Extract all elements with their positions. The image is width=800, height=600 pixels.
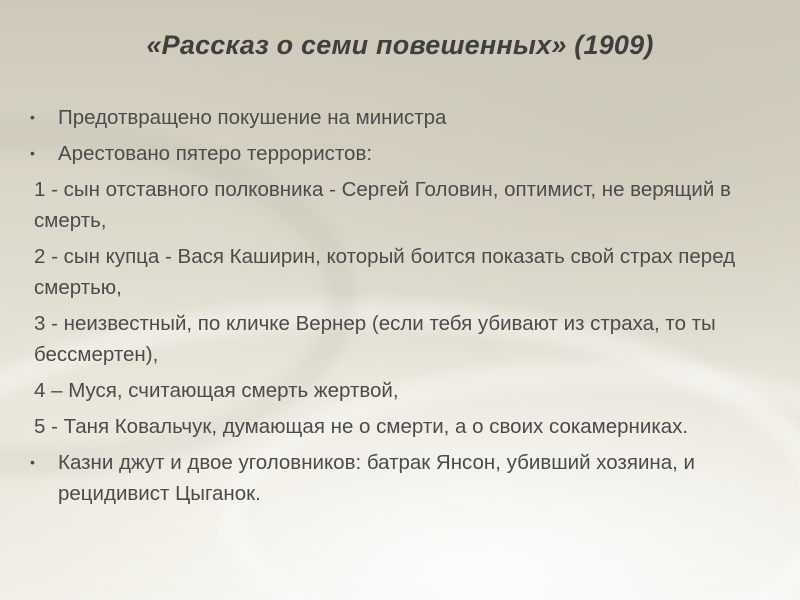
list-item: 5 - Таня Ковальчук, думающая не о смерти, а о своих сокамерниках. [34, 415, 689, 438]
slide-content [30, 102, 780, 514]
list-item: 3 - неизвестный, по кличке Вернер (если тебя убивают из страха, то ты бессмертен), [34, 312, 716, 366]
list-item [30, 447, 780, 509]
list-item [30, 102, 780, 133]
list-item-text: Казни джут и двое уголовников: батрак Янсон, убивший хозяина, и рецидивист Цыганок. [58, 451, 695, 505]
bullet-icon: • [30, 145, 35, 161]
list-item: 4 – Муся, считающая смерть жертвой, [34, 379, 399, 402]
list-item-text: Предотвращено покушение на министра [58, 106, 447, 129]
list-item-text: Арестовано пятеро террористов: [58, 142, 373, 165]
bullet-icon: • [30, 454, 35, 470]
bullet-icon: • [30, 109, 35, 125]
slide-title: «Рассказ о семи повешенных» (1909) [146, 30, 654, 60]
list-item: 1 - сын отставного полковника - Сергей Головин, оптимист, не верящий в смерть, [34, 178, 731, 232]
list-item [30, 138, 780, 169]
list-item: 2 - сын купца - Вася Каширин, который боится показать свой страх перед смертью, [34, 245, 736, 299]
